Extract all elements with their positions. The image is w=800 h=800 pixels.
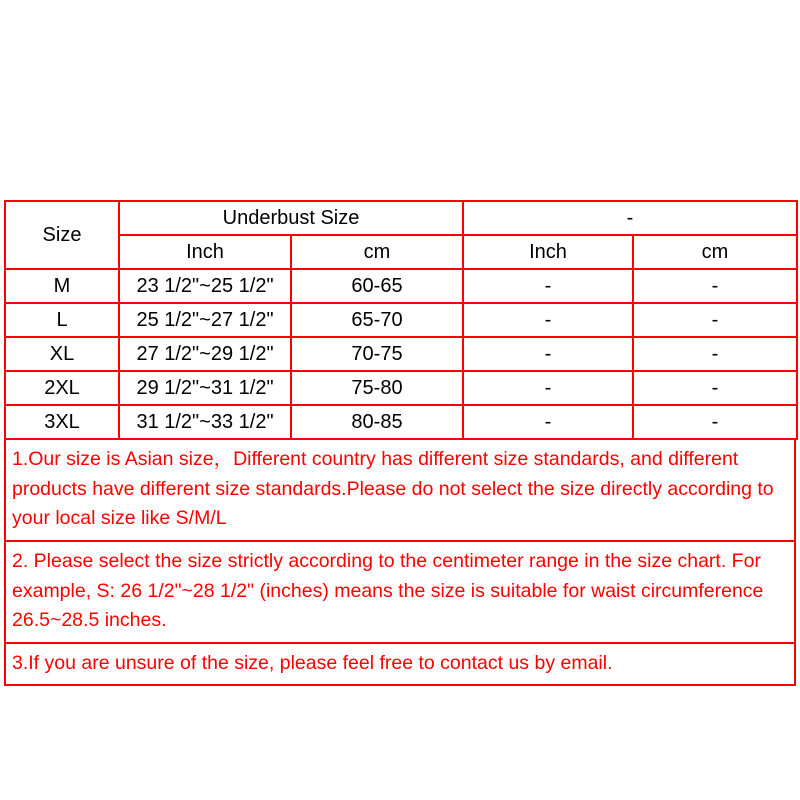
table-header-row-2 [5, 235, 797, 269]
row-size: 3XL [5, 405, 119, 439]
row-second-inch: - [463, 303, 633, 337]
table-row [5, 337, 797, 371]
row-underbust-inch: 25 1/2"~27 1/2" [119, 303, 291, 337]
table-row [5, 371, 797, 405]
row-size: 2XL [5, 371, 119, 405]
row-underbust-inch: 29 1/2"~31 1/2" [119, 371, 291, 405]
header-second-group: - [463, 201, 797, 235]
row-underbust-cm: 80-85 [291, 405, 463, 439]
row-second-cm: - [633, 269, 797, 303]
header-underbust-cm: cm [291, 235, 463, 269]
row-size: L [5, 303, 119, 337]
row-underbust-cm: 60-65 [291, 269, 463, 303]
note-select-by-cm: 2. Please select the size strictly according to the centimeter range in the size chart. For example, S: 26 1/2"~28 1/2" (inches) means the size is suitable for waist circumference 26.5~28.5 inches. [6, 542, 794, 644]
row-underbust-inch: 31 1/2"~33 1/2" [119, 405, 291, 439]
header-second-inch: Inch [463, 235, 633, 269]
row-underbust-inch: 23 1/2"~25 1/2" [119, 269, 291, 303]
row-second-inch: - [463, 405, 633, 439]
note-contact-email: 3.If you are unsure of the size, please feel free to contact us by email. [12, 651, 613, 674]
row-size: M [5, 269, 119, 303]
row-underbust-cm: 75-80 [291, 371, 463, 405]
row-underbust-cm: 70-75 [291, 337, 463, 371]
row-underbust-cm: 65-70 [291, 303, 463, 337]
size-table [4, 200, 798, 440]
row-second-cm: - [633, 337, 797, 371]
row-underbust-inch: 27 1/2"~29 1/2" [119, 337, 291, 371]
row-second-inch: - [463, 269, 633, 303]
row-second-cm: - [633, 405, 797, 439]
table-row [5, 405, 797, 439]
size-chart-container [4, 200, 796, 686]
header-underbust-inch: Inch [119, 235, 291, 269]
header-underbust-size: Underbust Size [119, 201, 463, 235]
header-second-cm: cm [633, 235, 797, 269]
row-second-inch: - [463, 337, 633, 371]
note-asian-size: 1.Our size is Asian size，Different country has different size standards, and different products have different size standards.Please do not select the size directly according to your local size like S/M/L [6, 440, 794, 542]
size-notes [4, 440, 796, 686]
row-second-cm: - [633, 371, 797, 405]
header-size: Size [5, 201, 119, 269]
row-second-inch: - [463, 371, 633, 405]
table-header-row-1 [5, 201, 797, 235]
row-second-cm: - [633, 303, 797, 337]
row-size: XL [5, 337, 119, 371]
table-row [5, 303, 797, 337]
table-row [5, 269, 797, 303]
